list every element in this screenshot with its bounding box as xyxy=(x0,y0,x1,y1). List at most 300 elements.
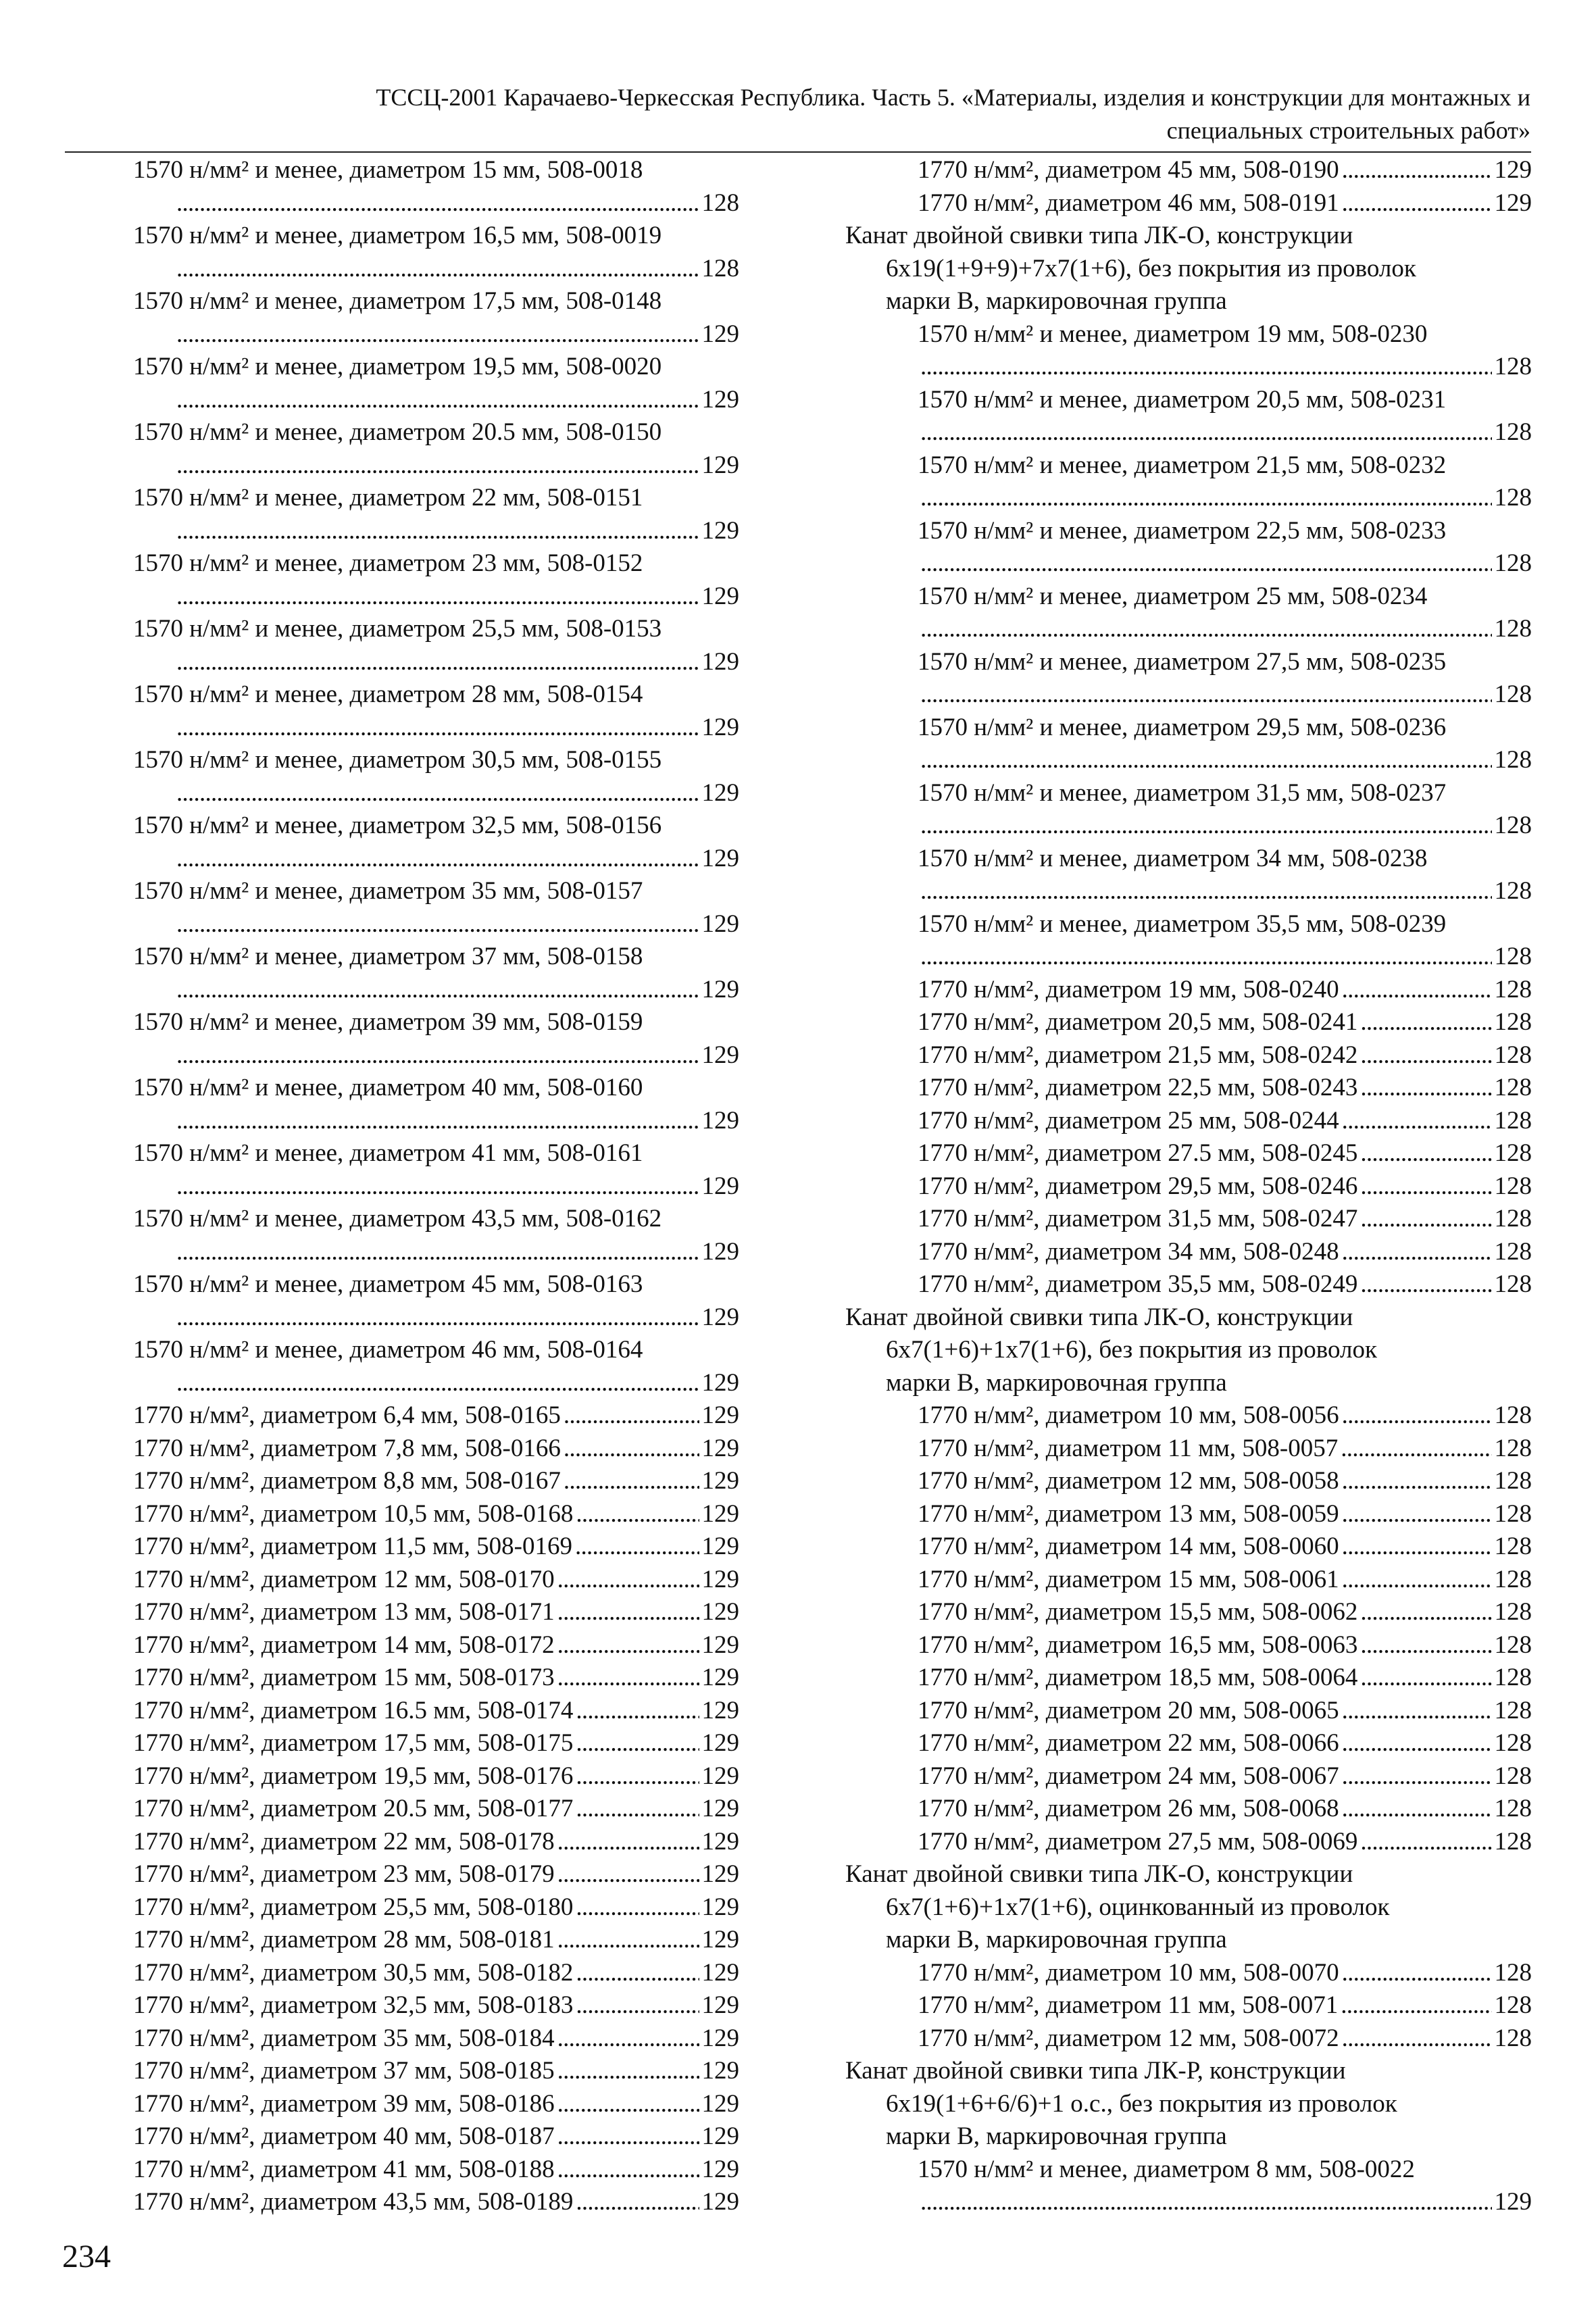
dot-leader xyxy=(1342,187,1492,220)
page-ref: 129 xyxy=(701,1533,739,1560)
entry-text: 1770 н/мм², диаметром 28 мм, 508-0181 xyxy=(133,1926,555,1953)
index-entry xyxy=(845,1826,1532,1859)
index-entry-page-ref xyxy=(845,416,1532,449)
dot-leader xyxy=(920,2186,1492,2219)
section-heading: Канат двойной свивки типа ЛК-О, конструкции xyxy=(845,1303,1353,1331)
entry-text: 1770 н/мм², диаметром 6,4 мм, 508-0165 xyxy=(133,1401,561,1429)
index-entry xyxy=(133,1465,739,1498)
entry-text: 1770 н/мм², диаметром 22,5 мм, 508-0243 xyxy=(918,1074,1358,1101)
section-heading-continued: 6х19(1+9+9)+7х7(1+6), без покрытия из проволок xyxy=(886,254,1416,282)
index-entry-page-ref xyxy=(845,351,1532,384)
index-entry xyxy=(133,1727,739,1760)
index-entry: 1570 н/мм² и менее, диаметром 21,5 мм, 508-0232 xyxy=(918,451,1447,479)
index-entry xyxy=(845,1072,1532,1105)
section-heading-continued: 6х19(1+6+6/6)+1 о.с., без покрытия из проволок xyxy=(886,2089,1397,2118)
page-ref: 128 xyxy=(1494,484,1532,512)
dot-leader xyxy=(920,744,1492,777)
dot-leader xyxy=(176,318,699,351)
index-entry xyxy=(845,1236,1532,1269)
index-entry-page-ref xyxy=(133,253,739,286)
index-entry xyxy=(845,1433,1532,1466)
index-entry xyxy=(133,1498,739,1531)
page-ref: 128 xyxy=(1494,1205,1532,1233)
section-heading-continued: 1570 н/мм² и менее, диаметром 37 мм, 508-0158 xyxy=(133,943,643,970)
dot-leader xyxy=(920,547,1492,580)
dot-leader xyxy=(176,580,699,614)
index-entry: 1570 н/мм² и менее, диаметром 35,5 мм, 508-0239 xyxy=(918,910,1447,938)
section-heading-continued: 1570 н/мм² и менее, диаметром 39 мм, 508-0159 xyxy=(133,1008,643,1036)
entry-text: 1770 н/мм², диаметром 32,5 мм, 508-0183 xyxy=(133,1991,574,2019)
entry-text: 1770 н/мм², диаметром 11 мм, 508-0057 xyxy=(918,1434,1339,1462)
page-ref: 128 xyxy=(1494,943,1532,970)
dot-leader xyxy=(920,416,1492,449)
entry-text: 1770 н/мм², диаметром 23 мм, 508-0179 xyxy=(133,1860,555,1888)
section-heading-continued: 1570 н/мм² и менее, диаметром 30,5 мм, 508-0155 xyxy=(133,746,662,774)
page-ref: 128 xyxy=(1494,615,1532,643)
page-ref: 129 xyxy=(701,385,739,414)
dot-leader xyxy=(920,941,1492,974)
index-entry-page-ref xyxy=(133,580,739,614)
section-heading-continued: 1570 н/мм² и менее, диаметром 41 мм, 508-0161 xyxy=(133,1139,643,1167)
index-entry xyxy=(133,1760,739,1793)
index-entry xyxy=(133,2154,739,2187)
index-entry-page-ref xyxy=(133,515,739,548)
entry-text: 1770 н/мм², диаметром 14 мм, 508-0172 xyxy=(133,1631,555,1659)
entry-text: 1770 н/мм², диаметром 22 мм, 508-0178 xyxy=(133,1827,555,1856)
page-ref: 128 xyxy=(1494,746,1532,774)
page-ref: 128 xyxy=(1494,975,1532,1003)
index-entry xyxy=(133,2120,739,2154)
entry-text: 1770 н/мм², диаметром 41 мм, 508-0188 xyxy=(133,2155,555,2183)
index-entry: 1570 н/мм² и менее, диаметром 31,5 мм, 508-0237 xyxy=(918,778,1447,807)
dot-leader xyxy=(920,351,1492,384)
page-ref: 129 xyxy=(701,1958,739,1987)
dot-leader xyxy=(576,1891,699,1924)
page-ref: 128 xyxy=(1494,1729,1532,1757)
entry-text: 1770 н/мм², диаметром 15 мм, 508-0061 xyxy=(918,1565,1339,1593)
dot-leader xyxy=(176,843,699,876)
index-entry-page-ref xyxy=(133,187,739,220)
page-ref: 128 xyxy=(1494,1991,1532,2019)
dot-leader xyxy=(1342,1695,1492,1728)
page-ref: 129 xyxy=(1494,156,1532,184)
dot-leader xyxy=(1342,1498,1492,1531)
section-heading-continued: 6х7(1+6)+1х7(1+6), оцинкованный из проволок xyxy=(886,1893,1390,1921)
entry-text: 1770 н/мм², диаметром 37 мм, 508-0185 xyxy=(133,2057,555,2085)
entry-text: 1770 н/мм², диаметром 13 мм, 508-0171 xyxy=(133,1598,555,1626)
section-heading-continued: 1570 н/мм² и менее, диаметром 16,5 мм, 508-0019 xyxy=(133,222,662,249)
dot-leader xyxy=(557,1662,699,1695)
index-entry xyxy=(133,1662,739,1695)
entry-text: 1770 н/мм², диаметром 19 мм, 508-0240 xyxy=(918,975,1339,1003)
index-entry xyxy=(845,1727,1532,1760)
page-ref: 129 xyxy=(701,1827,739,1856)
dot-leader xyxy=(557,1629,699,1662)
dot-leader xyxy=(557,1564,699,1597)
dot-leader xyxy=(1342,1530,1492,1564)
page-ref: 129 xyxy=(701,1598,739,1626)
page-ref: 129 xyxy=(701,1631,739,1659)
page-ref: 129 xyxy=(701,713,739,741)
section-heading: Канат двойной свивки типа ЛК-О, конструкции xyxy=(845,222,1353,249)
section-heading-continued: 1570 н/мм² и менее, диаметром 45 мм, 508-0163 xyxy=(133,1270,643,1298)
index-entry-page-ref xyxy=(845,744,1532,777)
dot-leader xyxy=(1360,1826,1491,1859)
index-entry-page-ref xyxy=(845,875,1532,908)
index-entry xyxy=(845,1170,1532,1203)
dot-leader xyxy=(557,2088,699,2121)
dot-leader xyxy=(557,2120,699,2154)
section-heading-continued: 6х7(1+6)+1х7(1+6), без покрытия из проволок xyxy=(886,1336,1377,1364)
index-entry: 1570 н/мм² и менее, диаметром 25 мм, 508-0234 xyxy=(918,582,1428,610)
page-ref: 129 xyxy=(701,1696,739,1724)
dot-leader xyxy=(920,482,1492,515)
header-rule xyxy=(65,151,1531,153)
dot-leader xyxy=(176,515,699,548)
page-ref: 129 xyxy=(701,1860,739,1888)
page-ref: 129 xyxy=(1494,189,1532,217)
page-ref: 128 xyxy=(1494,1631,1532,1659)
dot-leader xyxy=(576,1760,699,1793)
index-entry-page-ref xyxy=(133,974,739,1007)
entry-text: 1770 н/мм², диаметром 16,5 мм, 508-0063 xyxy=(918,1631,1358,1659)
entry-text: 1770 н/мм², диаметром 34 мм, 508-0248 xyxy=(918,1237,1339,1266)
entry-text: 1770 н/мм², диаметром 8,8 мм, 508-0167 xyxy=(133,1467,561,1495)
index-entry xyxy=(133,1826,739,1859)
page-ref: 129 xyxy=(701,1237,739,1266)
entry-text: 1770 н/мм², диаметром 35,5 мм, 508-0249 xyxy=(918,1270,1358,1298)
dot-leader xyxy=(576,2186,699,2219)
dot-leader xyxy=(576,1695,699,1728)
page-ref: 128 xyxy=(1494,1434,1532,1462)
entry-text: 1770 н/мм², диаметром 21,5 мм, 508-0242 xyxy=(918,1041,1358,1069)
dot-leader xyxy=(1342,154,1492,187)
index-entry: 1570 н/мм² и менее, диаметром 20,5 мм, 508-0231 xyxy=(918,385,1447,414)
page-ref: 129 xyxy=(701,2024,739,2052)
dot-leader xyxy=(1342,1760,1492,1793)
index-entry-page-ref xyxy=(845,613,1532,646)
section-heading-continued: 1570 н/мм² и менее, диаметром 17,5 мм, 508-0148 xyxy=(133,287,662,315)
index-entry xyxy=(133,1989,739,2022)
dot-leader xyxy=(1342,1564,1492,1597)
entry-text: 1770 н/мм², диаметром 7,8 мм, 508-0166 xyxy=(133,1434,561,1462)
entry-text: 1770 н/мм², диаметром 20 мм, 508-0065 xyxy=(918,1696,1339,1724)
dot-leader xyxy=(557,2154,699,2187)
page-ref: 128 xyxy=(1494,418,1532,446)
section-heading-continued: 1570 н/мм² и менее, диаметром 20.5 мм, 508-0150 xyxy=(133,418,662,446)
page-ref: 129 xyxy=(701,1893,739,1921)
dot-leader xyxy=(576,1727,699,1760)
index-entry: 1570 н/мм² и менее, диаметром 19 мм, 508-0230 xyxy=(918,320,1428,348)
index-column-left xyxy=(133,154,739,2219)
dot-leader xyxy=(176,187,699,220)
page-ref: 128 xyxy=(701,189,739,217)
page-ref: 128 xyxy=(1494,1827,1532,1856)
index-entry xyxy=(133,1629,739,1662)
index-entry: 1570 н/мм² и менее, диаметром 34 мм, 508-0238 xyxy=(918,844,1428,872)
page-ref: 129 xyxy=(701,910,739,938)
dot-leader xyxy=(176,384,699,417)
index-entry xyxy=(133,2055,739,2088)
index-entry-page-ref xyxy=(133,384,739,417)
dot-leader xyxy=(1342,1105,1492,1138)
entry-text: 1770 н/мм², диаметром 10 мм, 508-0056 xyxy=(918,1401,1339,1429)
entry-text: 1770 н/мм², диаметром 18,5 мм, 508-0064 xyxy=(918,1664,1358,1691)
index-entry-page-ref xyxy=(133,449,739,482)
index-entry xyxy=(133,1433,739,1466)
section-heading-continued: марки В, маркировочная группа xyxy=(886,287,1227,315)
entry-text: 1770 н/мм², диаметром 10 мм, 508-0070 xyxy=(918,1958,1339,1987)
page-ref: 129 xyxy=(701,451,739,479)
entry-text: 1770 н/мм², диаметром 30,5 мм, 508-0182 xyxy=(133,1958,574,1987)
index-entry xyxy=(845,1695,1532,1728)
index-entry xyxy=(133,1858,739,1891)
page-ref: 128 xyxy=(1494,1106,1532,1135)
index-entry xyxy=(845,974,1532,1007)
section-heading-continued: марки В, маркировочная группа xyxy=(886,2122,1227,2150)
index-entry xyxy=(845,1006,1532,1039)
index-entry xyxy=(845,1530,1532,1564)
page-ref: 129 xyxy=(701,1303,739,1331)
page-ref: 129 xyxy=(701,1106,739,1135)
page-ref: 129 xyxy=(701,516,739,545)
dot-leader xyxy=(1360,1203,1491,1236)
header-line-2: специальных строительных работ» xyxy=(1166,117,1530,144)
dot-leader xyxy=(176,908,699,941)
entry-text: 1770 н/мм², диаметром 22 мм, 508-0066 xyxy=(918,1729,1339,1757)
dot-leader xyxy=(1360,1006,1491,1039)
index-entry-page-ref xyxy=(845,547,1532,580)
entry-text: 1770 н/мм², диаметром 45 мм, 508-0190 xyxy=(918,156,1339,184)
index-entry xyxy=(133,1399,739,1433)
index-entry-page-ref xyxy=(133,777,739,810)
dot-leader xyxy=(176,1105,699,1138)
index-entry xyxy=(133,1957,739,1990)
index-entry xyxy=(845,1039,1532,1072)
section-heading: Канат двойной свивки типа ЛК-Р, конструкции xyxy=(845,2057,1346,2085)
page-ref: 128 xyxy=(1494,1008,1532,1036)
index-entry xyxy=(845,154,1532,187)
dot-leader xyxy=(1360,1039,1491,1072)
entry-text: 1770 н/мм², диаметром 40 мм, 508-0187 xyxy=(133,2122,555,2150)
entry-text: 1770 н/мм², диаметром 13 мм, 508-0059 xyxy=(918,1499,1339,1528)
page-ref: 128 xyxy=(1494,1795,1532,1822)
entry-text: 1770 н/мм², диаметром 14 мм, 508-0060 xyxy=(918,1533,1339,1560)
dot-leader xyxy=(176,712,699,745)
entry-text: 1770 н/мм², диаметром 20.5 мм, 508-0177 xyxy=(133,1795,574,1822)
dot-leader xyxy=(1360,1072,1491,1105)
index-entry xyxy=(845,1760,1532,1793)
page-ref: 129 xyxy=(701,1565,739,1593)
entry-text: 1770 н/мм², диаметром 12 мм, 508-0170 xyxy=(133,1565,555,1593)
page-ref: 129 xyxy=(701,1041,739,1069)
page-ref: 129 xyxy=(701,2089,739,2118)
index-entry xyxy=(133,1793,739,1826)
dot-leader xyxy=(1360,1596,1491,1629)
page-ref: 128 xyxy=(1494,1074,1532,1101)
dot-leader xyxy=(1360,1629,1491,1662)
page-ref: 128 xyxy=(701,254,739,282)
entry-text: 1770 н/мм², диаметром 20,5 мм, 508-0241 xyxy=(918,1008,1358,1036)
dot-leader xyxy=(920,678,1492,712)
page-ref: 128 xyxy=(1494,1762,1532,1790)
entry-text: 1770 н/мм², диаметром 39 мм, 508-0186 xyxy=(133,2089,555,2118)
page-ref: 129 xyxy=(701,1991,739,2019)
index-entry-page-ref xyxy=(133,1301,739,1335)
dot-leader xyxy=(176,646,699,679)
index-entry xyxy=(845,1793,1532,1826)
dot-leader xyxy=(564,1465,699,1498)
index-entry-page-ref xyxy=(133,908,739,941)
entry-text: 1770 н/мм², диаметром 12 мм, 508-0058 xyxy=(918,1467,1339,1495)
page-ref: 128 xyxy=(1494,1696,1532,1724)
page-ref: 129 xyxy=(1494,2188,1532,2216)
index-entry xyxy=(133,1596,739,1629)
entry-text: 1770 н/мм², диаметром 12 мм, 508-0072 xyxy=(918,2024,1339,2052)
index-entry xyxy=(133,1530,739,1564)
dot-leader xyxy=(1342,1465,1492,1498)
entry-text: 1770 н/мм², диаметром 35 мм, 508-0184 xyxy=(133,2024,555,2052)
page-ref: 128 xyxy=(1494,1041,1532,1069)
entry-text: 1770 н/мм², диаметром 25 мм, 508-0244 xyxy=(918,1106,1339,1135)
page-ref: 129 xyxy=(701,1762,739,1790)
index-entry xyxy=(845,1105,1532,1138)
dot-leader xyxy=(1360,1170,1491,1203)
entry-text: 1770 н/мм², диаметром 15 мм, 508-0173 xyxy=(133,1664,555,1691)
page-ref: 128 xyxy=(1494,2024,1532,2052)
page-ref: 129 xyxy=(701,582,739,610)
index-entry xyxy=(845,1989,1532,2022)
header-line-1: ТССЦ-2001 Карачаево-Черкесская Республика. Часть 5. «Материалы, изделия и конструкции для монтажных и xyxy=(376,84,1530,111)
page-ref: 128 xyxy=(1494,1958,1532,1987)
entry-text: 1770 н/мм², диаметром 27.5 мм, 508-0245 xyxy=(918,1139,1358,1167)
index-entry xyxy=(845,1137,1532,1170)
page-ref: 129 xyxy=(701,1368,739,1397)
entry-text: 1770 н/мм², диаметром 24 мм, 508-0067 xyxy=(918,1762,1339,1790)
index-entry xyxy=(133,1695,739,1728)
page-ref: 129 xyxy=(701,2057,739,2085)
dot-leader xyxy=(176,1039,699,1072)
index-entry xyxy=(845,1268,1532,1301)
dot-leader xyxy=(557,2055,699,2088)
index-entry-page-ref xyxy=(133,1236,739,1269)
page-ref: 128 xyxy=(1494,1664,1532,1691)
dot-leader xyxy=(1342,974,1492,1007)
entry-text: 1770 н/мм², диаметром 31,5 мм, 508-0247 xyxy=(918,1205,1358,1233)
index-entry xyxy=(845,1596,1532,1629)
entry-text: 1770 н/мм², диаметром 26 мм, 508-0068 xyxy=(918,1795,1339,1822)
dot-leader xyxy=(1342,1793,1492,1826)
section-heading-continued: 1570 н/мм² и менее, диаметром 43,5 мм, 508-0162 xyxy=(133,1205,662,1233)
dot-leader xyxy=(176,1236,699,1269)
page-ref: 129 xyxy=(701,1499,739,1528)
dot-leader xyxy=(576,1989,699,2022)
index-entry xyxy=(845,1465,1532,1498)
index-entry xyxy=(845,1662,1532,1695)
dot-leader xyxy=(1342,2022,1492,2056)
dot-leader xyxy=(1342,1399,1492,1433)
page-ref: 128 xyxy=(1494,680,1532,708)
section-heading-continued: марки В, маркировочная группа xyxy=(886,1926,1227,1953)
index-entry xyxy=(845,1399,1532,1433)
dot-leader xyxy=(920,613,1492,646)
page-ref: 129 xyxy=(701,844,739,872)
index-entry-page-ref xyxy=(845,2186,1532,2219)
entry-text: 1770 н/мм², диаметром 43,5 мм, 508-0189 xyxy=(133,2188,574,2216)
index-entry: 1570 н/мм² и менее, диаметром 8 мм, 508-0022 xyxy=(918,2155,1415,2183)
entry-text: 1770 н/мм², диаметром 29,5 мм, 508-0246 xyxy=(918,1172,1358,1200)
page-ref: 129 xyxy=(701,647,739,676)
page-ref: 129 xyxy=(701,1434,739,1462)
dot-leader xyxy=(557,1924,699,1957)
dot-leader xyxy=(176,777,699,810)
index-entry xyxy=(133,2186,739,2219)
section-heading-continued: 1570 н/мм² и менее, диаметром 23 мм, 508-0152 xyxy=(133,549,643,577)
section-heading-continued: 1570 н/мм² и менее, диаметром 35 мм, 508-0157 xyxy=(133,877,643,905)
index-entry-page-ref xyxy=(133,1170,739,1203)
section-heading-continued: 1570 н/мм² и менее, диаметром 40 мм, 508-0160 xyxy=(133,1074,643,1101)
index-entry xyxy=(845,1498,1532,1531)
dot-leader xyxy=(1342,1727,1492,1760)
page-ref: 128 xyxy=(1494,1533,1532,1560)
index-entry: 1570 н/мм² и менее, диаметром 22,5 мм, 508-0233 xyxy=(918,516,1447,545)
dot-leader xyxy=(1360,1662,1491,1695)
page-ref: 128 xyxy=(1494,1565,1532,1593)
dot-leader xyxy=(564,1399,699,1433)
page-ref: 128 xyxy=(1494,1401,1532,1429)
index-entry-page-ref xyxy=(133,646,739,679)
page-ref: 129 xyxy=(701,2122,739,2150)
index-entry-page-ref xyxy=(133,1105,739,1138)
entry-text: 1770 н/мм², диаметром 15,5 мм, 508-0062 xyxy=(918,1598,1358,1626)
page-ref: 128 xyxy=(1494,812,1532,839)
index-entry xyxy=(845,1564,1532,1597)
dot-leader xyxy=(1360,1268,1491,1301)
section-heading-continued: 1570 н/мм² и менее, диаметром 19,5 мм, 508-0020 xyxy=(133,353,662,380)
page-ref: 129 xyxy=(701,2188,739,2216)
index-entry-page-ref xyxy=(845,678,1532,712)
page-ref: 129 xyxy=(701,1795,739,1822)
page-ref: 129 xyxy=(701,778,739,807)
index-entry xyxy=(133,2088,739,2121)
page-ref: 129 xyxy=(701,2155,739,2183)
index-entry-page-ref xyxy=(133,318,739,351)
index-column-right xyxy=(845,154,1532,2219)
index-entry xyxy=(845,1203,1532,1236)
dot-leader xyxy=(576,1957,699,1990)
page-ref: 129 xyxy=(701,1664,739,1691)
index-entry xyxy=(845,2022,1532,2056)
section-heading-continued: 1570 н/мм² и менее, диаметром 15 мм, 508-0018 xyxy=(133,156,643,184)
dot-leader xyxy=(564,1433,699,1466)
index-entry-page-ref xyxy=(845,810,1532,843)
page-number: 234 xyxy=(62,2239,111,2274)
section-heading-continued: 1570 н/мм² и менее, диаметром 28 мм, 508-0154 xyxy=(133,680,643,708)
page-header xyxy=(149,81,1530,147)
dot-leader xyxy=(1341,1433,1491,1466)
dot-leader xyxy=(1342,1957,1492,1990)
dot-leader xyxy=(576,1498,699,1531)
entry-text: 1770 н/мм², диаметром 16.5 мм, 508-0174 xyxy=(133,1696,574,1724)
page-ref: 129 xyxy=(701,1172,739,1200)
index-entry-page-ref xyxy=(133,712,739,745)
section-heading: Канат двойной свивки типа ЛК-О, конструкции xyxy=(845,1860,1353,1888)
dot-leader xyxy=(557,1858,699,1891)
index-entry xyxy=(133,1564,739,1597)
section-heading-continued: марки В, маркировочная группа xyxy=(886,1368,1227,1397)
dot-leader xyxy=(920,810,1492,843)
index-entry xyxy=(133,1891,739,1924)
